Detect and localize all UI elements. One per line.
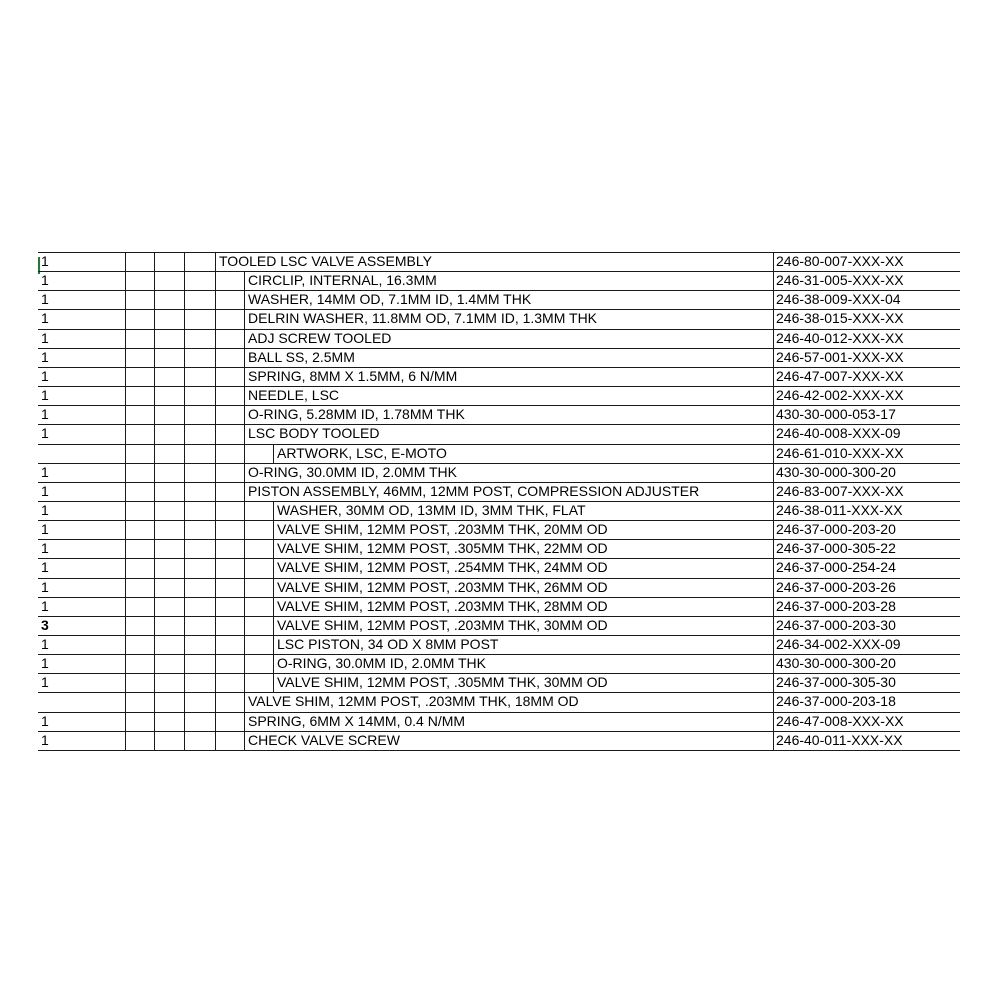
description-cell: LSC PISTON, 34 OD X 8MM POST	[277, 636, 499, 652]
qty-cell: 1	[41, 368, 49, 384]
indent-guide	[244, 405, 245, 424]
row-divider	[38, 750, 960, 751]
description-cell: O-RING, 5.28MM ID, 1.78MM THK	[248, 406, 465, 422]
description-cell: WASHER, 14MM OD, 7.1MM ID, 1.4MM THK	[248, 291, 532, 307]
part-number-cell: 246-47-007-XXX-XX	[776, 368, 904, 384]
part-number-cell: 246-38-015-XXX-XX	[776, 310, 904, 326]
part-number-cell: 246-37-000-203-28	[776, 598, 896, 614]
part-number-cell: 246-37-000-203-26	[776, 579, 896, 595]
qty-cell: 1	[41, 559, 49, 575]
description-cell: TOOLED LSC VALVE ASSEMBLY	[219, 253, 432, 269]
qty-cell: 1	[41, 310, 49, 326]
description-cell: CHECK VALVE SCREW	[248, 732, 400, 748]
qty-cell: 1	[41, 732, 49, 748]
qty-cell: 1	[41, 464, 49, 480]
description-cell: VALVE SHIM, 12MM POST, .203MM THK, 30MM OD	[277, 617, 608, 633]
part-number-cell: 246-40-011-XXX-XX	[776, 732, 903, 748]
description-cell: SPRING, 8MM X 1.5MM, 6 N/MM	[248, 368, 458, 384]
indent-guide	[244, 692, 245, 712]
qty-cell	[41, 692, 121, 711]
part-number-cell: 246-38-011-XXX-XX	[776, 502, 903, 518]
description-cell: VALVE SHIM, 12MM POST, .305MM THK, 30MM OD	[277, 674, 608, 690]
qty-cell: 1	[41, 272, 49, 288]
part-number-cell: 430-30-000-053-17	[776, 406, 896, 422]
indent-guide	[244, 673, 245, 692]
part-number-cell: 246-37-000-305-30	[776, 674, 896, 690]
part-number-cell: 246-37-000-203-20	[776, 521, 896, 537]
indent-guide	[244, 635, 245, 654]
part-number-cell: 246-61-010-XXX-XX	[776, 445, 904, 461]
qty-cell: 1	[41, 636, 49, 652]
indent-guide	[244, 578, 245, 597]
part-number-cell: 246-40-012-XXX-XX	[776, 330, 904, 346]
description-cell: WASHER, 30MM OD, 13MM ID, 3MM THK, FLAT	[277, 502, 586, 518]
column-divider	[215, 252, 216, 750]
part-number-cell: 246-37-000-305-22	[776, 540, 896, 556]
qty-cell: 1	[41, 483, 49, 499]
description-cell: VALVE SHIM, 12MM POST, .305MM THK, 22MM OD	[277, 540, 608, 556]
description-cell: CIRCLIP, INTERNAL, 16.3MM	[248, 272, 437, 288]
part-number-cell: 246-31-005-XXX-XX	[776, 272, 904, 288]
qty-cell: 1	[41, 655, 49, 671]
description-cell: O-RING, 30.0MM ID, 2.0MM THK	[277, 655, 486, 671]
indent-guide	[244, 424, 245, 444]
indent-guide	[244, 367, 245, 386]
indent-guide	[273, 654, 274, 673]
part-number-cell: 430-30-000-300-20	[776, 655, 896, 671]
indent-guide	[273, 597, 274, 616]
indent-guide	[273, 444, 274, 463]
indent-guide	[244, 463, 245, 482]
part-number-cell: 246-83-007-XXX-XX	[776, 483, 904, 499]
indent-guide	[244, 654, 245, 673]
qty-cell: 1	[41, 598, 49, 614]
indent-guide	[244, 520, 245, 539]
indent-guide	[244, 558, 245, 578]
qty-cell: 1	[41, 521, 49, 537]
column-divider	[184, 252, 185, 750]
indent-guide	[273, 578, 274, 597]
indent-guide	[244, 712, 245, 731]
description-cell: O-RING, 30.0MM ID, 2.0MM THK	[248, 464, 457, 480]
indent-guide	[244, 290, 245, 309]
part-number-cell: 246-40-008-XXX-09	[776, 425, 901, 441]
indent-guide	[273, 635, 274, 654]
part-number-cell: 246-42-002-XXX-XX	[776, 387, 904, 403]
description-cell: VALVE SHIM, 12MM POST, .254MM THK, 24MM OD	[277, 559, 608, 575]
indent-guide	[244, 444, 245, 463]
indent-guide	[244, 348, 245, 367]
qty-cell: 1	[41, 579, 49, 595]
indent-guide	[273, 616, 274, 635]
indent-guide	[244, 482, 245, 501]
qty-cell: 1	[41, 349, 49, 365]
indent-guide	[244, 597, 245, 616]
description-cell: VALVE SHIM, 12MM POST, .203MM THK, 28MM OD	[277, 598, 608, 614]
qty-cell: 1	[41, 540, 49, 556]
qty-cell: 1	[41, 502, 49, 518]
qty-cell: 1	[41, 713, 49, 729]
part-number-cell: 246-34-002-XXX-09	[776, 636, 901, 652]
qty-cell: 1	[41, 387, 49, 403]
description-cell: BALL SS, 2.5MM	[248, 349, 355, 365]
indent-guide	[273, 520, 274, 539]
description-cell: ARTWORK, LSC, E-MOTO	[277, 445, 447, 461]
part-number-cell: 246-80-007-XXX-XX	[776, 253, 904, 269]
qty-cell: 1	[41, 406, 49, 422]
qty-cell: 3	[41, 617, 49, 633]
description-cell: VALVE SHIM, 12MM POST, .203MM THK, 26MM OD	[277, 579, 608, 595]
column-divider	[154, 252, 155, 750]
indent-guide	[244, 309, 245, 329]
description-cell: LSC BODY TOOLED	[248, 425, 380, 441]
qty-cell: 1	[41, 425, 49, 441]
indent-guide	[244, 539, 245, 558]
part-number-cell: 246-38-009-XXX-04	[776, 291, 901, 307]
indent-guide	[244, 731, 245, 750]
indent-guide	[244, 501, 245, 520]
part-number-cell: 246-37-000-203-18	[776, 693, 896, 709]
description-cell: VALVE SHIM, 12MM POST, .203MM THK, 20MM OD	[277, 521, 608, 537]
description-cell: ADJ SCREW TOOLED	[248, 330, 392, 346]
description-cell: VALVE SHIM, 12MM POST, .203MM THK, 18MM OD	[248, 693, 579, 709]
qty-cell: 1	[41, 291, 49, 307]
qty-cell: 1	[41, 330, 49, 346]
indent-guide	[273, 558, 274, 578]
indent-guide	[273, 501, 274, 520]
part-number-cell: 246-37-000-254-24	[776, 559, 896, 575]
qty-cell: 1	[41, 674, 49, 690]
indent-guide	[273, 539, 274, 558]
column-divider	[125, 252, 126, 750]
description-cell: SPRING, 6MM X 14MM, 0.4 N/MM	[248, 713, 466, 729]
indent-guide	[244, 271, 245, 290]
part-number-cell: 246-47-008-XXX-XX	[776, 713, 904, 729]
column-divider	[773, 252, 774, 750]
description-cell: PISTON ASSEMBLY, 46MM, 12MM POST, COMPRESSION ADJUSTER	[248, 483, 700, 499]
indent-guide	[244, 616, 245, 635]
part-number-cell: 246-57-001-XXX-XX	[776, 349, 904, 365]
bom-table	[38, 252, 960, 750]
description-cell: NEEDLE, LSC	[248, 387, 340, 403]
part-number-cell: 430-30-000-300-20	[776, 464, 896, 480]
indent-guide	[244, 329, 245, 348]
qty-cell	[41, 444, 121, 463]
description-cell: DELRIN WASHER, 11.8MM OD, 7.1MM ID, 1.3MM THK	[248, 310, 598, 326]
part-number-cell: 246-37-000-203-30	[776, 617, 896, 633]
indent-guide	[244, 386, 245, 405]
qty-cell: 1	[41, 253, 49, 269]
indent-guide	[273, 673, 274, 692]
